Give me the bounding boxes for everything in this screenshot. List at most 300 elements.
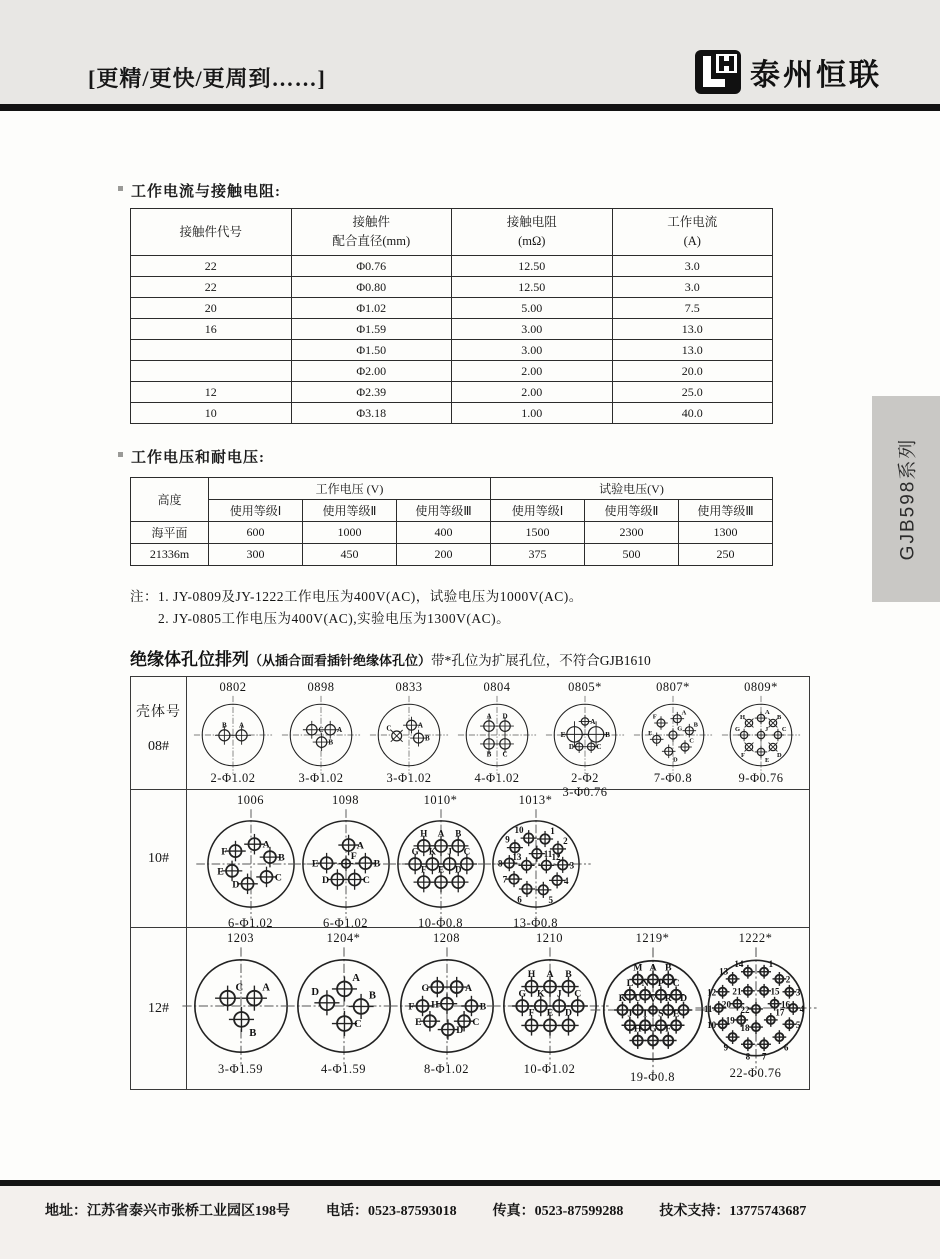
svg-text:5 [795,1020,800,1030]
connector-id: 0809* [744,680,778,694]
pin-C [256,867,282,888]
connector-area [187,677,809,799]
pin-3 [782,985,800,999]
pin-D [569,740,586,753]
svg-text:E [437,865,443,875]
svg-text:B [278,853,285,864]
pin-B [480,735,498,759]
shell-row-12 [131,927,809,1089]
svg-text:D [502,712,507,720]
pin-C [496,735,514,759]
svg-text:K [428,847,435,857]
svg-text:D [454,865,461,875]
pin-12 [707,985,729,999]
pin-G [666,726,682,742]
connector-id: 1006 [237,793,264,807]
svg-text:C [274,872,281,883]
connector-1010 [393,790,488,931]
svg-text:E [415,1017,421,1028]
svg-text:E [765,757,769,764]
svg-text:U [634,993,641,1004]
table-cell: Φ1.02 [291,298,452,319]
footer-address: 地址：江苏省泰兴市张桥工业园区198号 [45,1204,290,1219]
pin-A [403,717,424,734]
shell-row-10 [131,789,809,930]
pin-B [215,721,234,744]
connector-1222 [704,928,807,1081]
table-cell: 3.0 [612,277,773,298]
connector-caption: 22-Φ0.76 [729,1066,782,1080]
column-subheader: 使用等级Ⅰ [491,500,585,522]
table-cell: 25.0 [612,382,773,403]
pin-A [331,973,359,1001]
connector-area [187,928,809,1089]
table-cell [131,361,292,382]
shell-cell [131,677,187,789]
svg-text:6 [517,894,522,904]
table-cell: 2300 [585,522,679,544]
svg-text:14 [734,959,744,969]
pin-C [303,721,324,739]
svg-text:A [437,828,444,838]
connector-face [284,946,404,1066]
pin-D [311,987,339,1015]
pin-4 [549,872,569,888]
pin-A [232,721,251,744]
svg-text:F [741,752,745,759]
svg-text:E [546,1008,552,1019]
connector-id: 1210 [536,931,563,945]
column-header: 试验电压(V) [491,478,773,500]
section-bullet [118,452,123,457]
pin-H [740,714,753,727]
pin-A [321,721,343,739]
table-cell: 1.00 [452,403,613,424]
svg-text:C [362,875,369,886]
connector-face [369,695,449,775]
table-cell: 1300 [679,522,773,544]
pin-11 [528,846,552,862]
table-cell: Φ0.80 [291,277,452,298]
diagram-title-paren: （从插合面看插针绝缘体孔位） [249,653,432,668]
table-cell: 7.5 [612,298,773,319]
svg-text:H [420,828,427,838]
table-cell: 12 [131,382,292,403]
connector-caption: 10-Φ1.02 [523,1062,576,1076]
table-cell: 40.0 [612,403,773,424]
pin-2 [772,972,790,986]
pin-G [421,977,447,997]
connector-caption: 3-Φ1.02 [298,771,344,785]
svg-text:22 [740,1005,750,1015]
svg-text:B [694,721,699,728]
table-cell: 375 [491,544,585,566]
svg-text:10 [514,825,524,835]
svg-text:B [664,963,671,974]
connector-id: 0804 [483,680,511,694]
svg-text:A [486,712,492,720]
connector-caption: 9-Φ0.76 [738,771,784,785]
connector-caption: 13-Φ0.8 [513,916,558,930]
table-cell: 3.00 [452,340,613,361]
series-label: GJB598系列 [897,437,919,561]
pin-E [415,1011,440,1031]
pin-5 [535,882,553,905]
connector-caption: 6-Φ1.02 [228,916,273,930]
connector-caption: 6-Φ1.02 [323,916,368,930]
shell-cell [131,928,187,1089]
pin-1 [536,826,554,847]
svg-text:7 [502,875,507,885]
table-cell: Φ0.76 [291,256,452,277]
connector-1098 [298,790,393,931]
svg-text:J [447,847,452,857]
table-cell: Φ2.39 [291,382,452,403]
svg-text:A [765,709,770,716]
svg-text:E [217,866,224,877]
svg-text:G [677,726,682,733]
column-header: 接触件代号 [131,209,292,256]
table-cell [131,340,292,361]
svg-text:E [648,730,652,737]
table-cell: Φ2.00 [291,361,452,382]
section-bullet [118,186,123,191]
svg-text:M [633,963,642,974]
pin-D [496,712,514,735]
shell-label: 12# [148,1000,169,1016]
table-cell: 13.0 [612,340,773,361]
svg-text:H [527,969,535,980]
svg-text:2 [785,975,790,985]
table-cell: 3.0 [612,256,773,277]
svg-text:A [418,722,424,730]
pin-B [355,853,380,874]
svg-text:F [653,714,657,721]
connector-id: 1203 [227,931,254,945]
svg-text:D [679,993,686,1004]
svg-text:H [633,1024,641,1035]
table-cell: 5.00 [452,298,613,319]
svg-text:C [574,988,581,999]
svg-text:B [777,714,782,721]
note-2: 2. JY-0805工作电压为400V(AC),实验电压为1300V(AC)。 [158,611,511,626]
svg-text:11 [703,1004,712,1014]
table-cell: 12.50 [452,277,613,298]
connector-1204 [292,928,395,1077]
table-row [131,319,773,340]
connector-id: 0807* [656,680,690,694]
pin-F [408,996,432,1016]
connector-1210 [498,928,601,1077]
svg-text:A [649,963,657,974]
connector-caption: 8-Φ1.02 [424,1062,469,1076]
svg-text:J [627,1008,632,1019]
pin-22 [740,1002,762,1016]
svg-text:B [605,731,610,739]
connector-id: 1208 [433,931,460,945]
pin-F [338,851,356,871]
svg-text:N [641,978,648,989]
connector-caption: 10-Φ0.8 [418,916,463,930]
connector-0898 [277,677,365,786]
svg-text:9 [723,1043,728,1053]
connector-id: 0805* [568,680,602,694]
pin-E [648,730,663,746]
svg-text:K [536,988,544,999]
table-row [131,382,773,403]
svg-text:B [487,751,492,759]
svg-text:C [689,738,694,745]
series-side-tab [872,396,940,602]
table-row [131,298,773,319]
table-cell: 250 [679,544,773,566]
connector-0809 [717,677,805,786]
section2-title: 工作电压和耐电压: [131,450,265,466]
connector-id: 1222* [738,931,773,945]
table-cell: 22 [131,277,292,298]
footer-contacts [45,1200,806,1220]
pin-G [735,726,750,741]
svg-text:A [352,973,360,984]
svg-text:15 [770,987,780,997]
connector-face [545,695,625,775]
svg-text:D [569,743,574,751]
diagram-table [130,676,810,1090]
svg-text:C [463,847,470,857]
current-resistance-table [130,208,773,424]
connector-1203 [189,928,292,1077]
table-cell: 200 [397,544,491,566]
connector-caption: 3-Φ1.59 [218,1062,263,1076]
pin-8 [741,1037,755,1061]
svg-text:21 [732,987,742,997]
svg-text:3 [569,860,574,870]
svg-text:A [239,721,245,729]
table-cell: 600 [209,522,303,544]
pin-C [386,725,402,742]
table-cell: 20.0 [612,361,773,382]
pin-6 [517,881,535,904]
section1-title: 工作电流与接触电阻: [131,184,281,200]
svg-text:A [337,726,343,734]
svg-text:B [368,991,375,1002]
pin-A [446,977,472,997]
pin-B [228,1007,255,1039]
svg-text:F [408,1002,414,1013]
svg-text:R [664,993,672,1004]
svg-text:H [431,999,439,1010]
pin-D [232,874,258,895]
connector-face [633,695,713,775]
pin-A [755,709,770,724]
diagram-title-note: 带*孔位为扩展孔位，不符合GJB1610 [431,653,651,668]
pin-D [769,743,782,759]
connector-1208 [395,928,498,1077]
svg-text:C [502,751,507,759]
table-cell: Φ1.59 [291,319,452,340]
note-1: 注：1. JY-0809及JY-1222工作电压为400V(AC)，试验电压为1000V(AC)。 [130,589,583,604]
column-subheader: 使用等级Ⅲ [397,500,491,522]
corner-label: 壳体号 [136,705,181,720]
svg-text:G [735,726,740,733]
table-row [131,544,773,566]
svg-text:C [782,726,787,733]
svg-text:C [386,725,391,733]
table-cell: 20 [131,298,292,319]
svg-text:F [528,1008,534,1019]
table-cell: 2.00 [452,361,613,382]
svg-text:8 [497,859,502,869]
svg-text:B [328,739,333,747]
table-row [131,340,773,361]
table-cell: 16 [131,319,292,340]
svg-text:S [658,1008,664,1019]
svg-text:17 [775,1007,785,1017]
connector-id: 1219* [635,931,670,945]
pin-5 [782,1017,800,1031]
svg-text:12 [707,988,717,998]
svg-text:P [657,978,663,989]
svg-text:D [232,879,239,890]
svg-text:L [626,978,633,989]
diagram-title-main: 绝缘体孔位排列 [130,650,249,669]
svg-text:13 [512,852,522,862]
pin-E [311,853,336,874]
column-header: 高度 [131,478,209,522]
table-cell: 400 [397,522,491,544]
connector-id: 1098 [332,793,359,807]
svg-text:A [682,709,687,716]
pin-D [662,745,678,764]
footer-band [0,1186,940,1259]
table-cell: 13.0 [612,319,773,340]
pin-J [755,726,769,741]
svg-text:1 [550,826,555,836]
column-header: 接触电阻 (mΩ) [452,209,613,256]
table-cell: 500 [585,544,679,566]
connector-face [480,808,592,920]
table-cell: 2.00 [452,382,613,403]
svg-text:B [455,828,461,838]
pin-F [653,714,668,730]
svg-text:2 [563,836,568,846]
connector-0833 [365,677,453,786]
table-cell: 1000 [303,522,397,544]
svg-text:20 [721,1000,731,1010]
svg-text:D [456,1025,463,1036]
svg-text:A [356,840,364,851]
footer-fax: 传真：0523-87599288 [492,1204,624,1219]
table-cell: 1500 [491,522,585,544]
pin-B [410,730,430,747]
pin-C [678,738,694,754]
svg-text:C [672,978,679,989]
connector-0805 [541,677,629,800]
connector-face [193,695,273,775]
table-cell: 300 [209,544,303,566]
shell-cell [131,790,187,927]
svg-text:4 [564,876,569,886]
svg-text:B [479,1002,486,1013]
svg-text:F [665,1024,671,1035]
connector-caption: 4-Φ1.59 [321,1062,366,1076]
connector-caption: 2-Φ2 3-Φ0.76 [562,771,608,799]
pin-A [480,712,498,735]
table-cell: 3.00 [452,319,613,340]
svg-text:F [221,847,227,858]
pin-C [772,726,787,741]
table-cell: 10 [131,403,292,424]
connector-1219 [601,928,704,1085]
svg-text:A [262,982,270,993]
svg-text:12 [551,852,561,862]
connector-id: 0802 [219,680,247,694]
pin-F [741,743,753,759]
svg-text:5 [548,895,553,905]
svg-text:J [765,726,769,733]
svg-text:C [596,743,601,751]
diagram-section-title [130,645,651,670]
pin-B [683,721,699,737]
brand-name: 泰州恒联 [750,59,882,92]
connector-face [387,946,507,1066]
pin-C [331,1011,361,1036]
connector-area [187,790,809,930]
connector-0802 [189,677,277,786]
svg-text:13 [719,966,729,976]
connector-face [181,946,301,1066]
voltage-table [130,477,773,566]
connector-id: 1013* [518,793,553,807]
connector-face [457,695,537,775]
header-band [0,0,940,104]
pin-F [221,841,245,862]
column-subheader: 使用等级Ⅲ [679,500,773,522]
pin-1 [757,959,773,978]
svg-text:D [564,1008,571,1019]
svg-text:A [590,718,596,726]
table-row [131,361,773,382]
table-cell: Φ3.18 [291,403,452,424]
svg-text:E [672,1008,679,1019]
pin-H [431,993,457,1013]
svg-text:G [411,847,418,857]
svg-text:8 [745,1052,750,1062]
pin-7 [502,871,521,887]
svg-text:6 [783,1043,788,1053]
connector-1013 [488,790,583,931]
svg-text:B [222,721,227,729]
connector-0804 [453,677,541,786]
svg-text:C [472,1017,479,1028]
connector-id: 0898 [307,680,335,694]
pin-17 [763,1007,784,1026]
connector-face [281,695,361,775]
table-cell: 海平面 [131,522,209,544]
svg-text:D [777,752,782,759]
footer-phone: 电话：0523-87593018 [326,1204,457,1219]
svg-text:J [556,988,561,999]
svg-text:D [673,756,678,763]
svg-text:C [319,726,324,734]
svg-text:E [561,731,566,739]
pin-A [579,715,597,728]
connector-id: 1204* [326,931,361,945]
svg-text:F [350,851,356,862]
footer-support: 技术支持：13775743687 [659,1204,807,1219]
column-subheader: 使用等级Ⅱ [585,500,679,522]
header-divider [0,104,940,111]
